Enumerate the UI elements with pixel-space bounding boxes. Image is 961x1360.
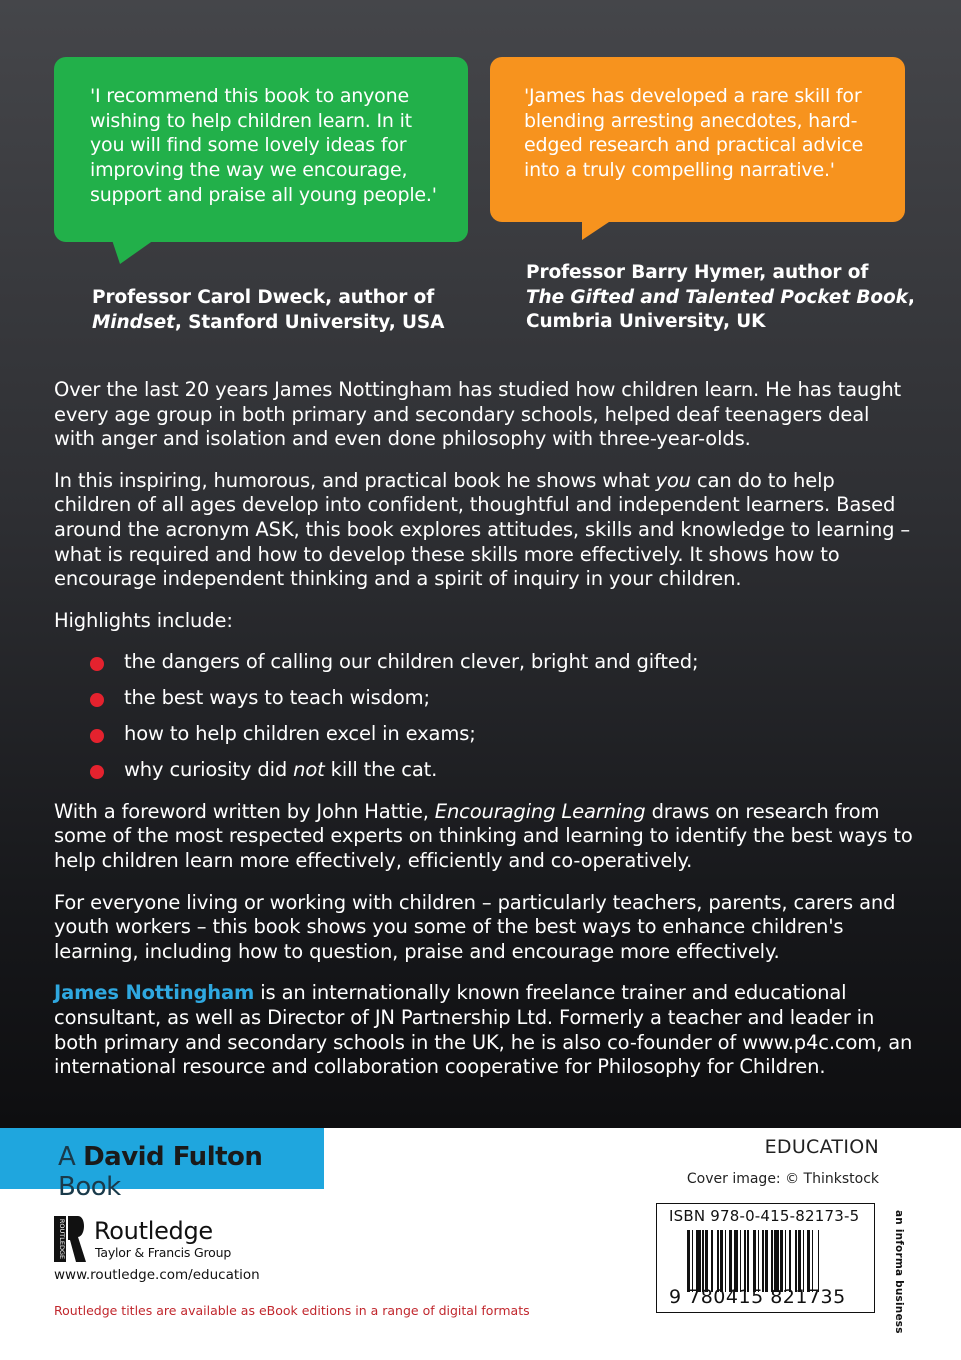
author-bio: James Nottingham is an internationally known freelance trainer and educational consultant, as well as Director of JN Partnership Ltd. Formerly a teacher and leader in both primary and secondary schools in the UK, he is also co-founder of www.p4c.com, an international resource and collaboration cooperative for Philosophy for Children. [54, 981, 913, 1079]
barcode-bar [717, 1230, 719, 1292]
mark-letters: ROUTLEDGE [58, 1218, 66, 1260]
list-item: how to help children excel in exams; [54, 722, 914, 747]
quote-bubble-tail-hymer [582, 220, 612, 240]
quote-attribution-dweck [92, 286, 444, 335]
barcode-bar [818, 1230, 820, 1292]
blurb-paragraph-4: For everyone living or working with children – particularly teachers, parents, carers and youth workers – this book shows you some of the best ways to enhance children's learning, including how to question, praise and encourage more effectively. [54, 890, 896, 963]
barcode-bar [692, 1230, 694, 1292]
list-item: the best ways to teach wisdom; [54, 686, 914, 711]
quote-text-hymer: 'James has developed a rare skill for blending arresting anecdotes, hard-edged research and practical advice into a truly compelling narrative.' [524, 85, 864, 182]
author-name: James Nottingham [54, 981, 255, 1005]
attribution-book-title: Mindset [92, 311, 175, 333]
attribution-comma: , [907, 286, 915, 308]
cover-credit: Cover image: © Thinkstock [686, 1171, 879, 1187]
barcode-bar [740, 1230, 742, 1292]
blurb [54, 378, 914, 1097]
barcode-digits: 9 780415 821735 [669, 1286, 846, 1308]
barcode-bar [785, 1230, 787, 1292]
barcode-bar [798, 1230, 801, 1292]
quote-bubble-hymer [490, 57, 905, 222]
quote-bubble-tail-dweck [112, 240, 154, 264]
highlights-list [54, 650, 914, 783]
barcode-bar [711, 1230, 713, 1292]
barcode-bar [803, 1230, 805, 1292]
quote-bubble-dweck [54, 57, 468, 242]
barcode-bar [762, 1230, 764, 1292]
barcode-bar [725, 1230, 727, 1292]
blurb-paragraph-1: Over the last 20 years James Nottingham has studied how children learn. He has taught every age group in both primary and secondary schools, helped deaf teenagers deal with anger and isolation and even done philosophy with three-year-olds. [54, 378, 902, 451]
publisher-url: www.routledge.com/education [54, 1267, 260, 1283]
attribution-affiliation: Cumbria University, UK [526, 311, 766, 332]
barcode-bar [774, 1230, 779, 1292]
highlights-intro: Highlights include: [54, 608, 233, 632]
isbn-text: ISBN 978-0-415-82173-5 [669, 1207, 860, 1225]
barcode-bar [789, 1230, 791, 1292]
publisher-sub: Taylor & Francis Group [95, 1245, 232, 1260]
barcode-bar [758, 1230, 760, 1292]
david-fulton-banner: A David Fulton Book [0, 1128, 324, 1189]
barcode-bar [687, 1230, 690, 1292]
attribution-line: Professor Barry Hymer, author of [526, 262, 869, 283]
bullet-icon [90, 693, 104, 707]
barcode-bar [747, 1230, 749, 1292]
barcode-bar [780, 1230, 783, 1292]
informa-tagline: an informa business [893, 1210, 905, 1334]
bullet-icon [90, 729, 104, 743]
barcode-bar [720, 1230, 723, 1292]
publisher-name: Routledge [94, 1217, 213, 1245]
barcode-bar [807, 1230, 810, 1292]
barcode-bar [812, 1230, 814, 1292]
ebook-note: Routledge titles are available as eBook editions in a range of digital formats [54, 1303, 530, 1318]
quote-text-dweck: 'I recommend this book to anyone wishing to help children learn. In it you will find some lovely ideas for improving the way we encourage, support and praise all young people.' [90, 85, 437, 206]
attribution-book-title: The Gifted and Talented Pocket Book [526, 286, 908, 308]
blurb-paragraph-2: In this inspiring, humorous, and practical book he shows what you can do to help children of all ages develop into confident, thoughtful and independent learners. Based around the acronym ASK, this book explores attitudes, skills and knowledge to learning – what is required and how to develop these skills more effectively. It shows how to encourage independent thinking and a spirit of inquiry in your children. [54, 468, 911, 591]
bullet-icon [90, 657, 104, 671]
attribution-line: Professor Carol Dweck, author of [92, 287, 435, 308]
barcode-bar [771, 1230, 773, 1292]
barcode-bar [702, 1230, 704, 1292]
barcode-bar [734, 1230, 739, 1292]
list-item: why curiosity did not kill the cat. [54, 758, 914, 783]
barcode-bar [753, 1230, 756, 1292]
bullet-icon [90, 765, 104, 779]
routledge-logo [54, 1214, 254, 1264]
blurb-paragraph-3: With a foreword written by John Hattie, Encouraging Learning draws on research from some of the most respected experts on thinking and learning to identify the best ways to help children learn more effectively, efficiently and co-operatively. [54, 799, 913, 873]
quote-attribution-hymer [526, 261, 915, 335]
barcode-bar [705, 1230, 708, 1292]
barcode [656, 1203, 875, 1313]
barcode-bar [744, 1230, 746, 1292]
routledge-mark-icon [54, 1216, 86, 1262]
barcode-bars [687, 1230, 865, 1292]
barcode-bar [795, 1230, 797, 1292]
barcode-bar [729, 1230, 732, 1292]
barcode-bar [765, 1230, 768, 1292]
barcode-bar [696, 1230, 701, 1292]
list-item: the dangers of calling our children clever, bright and gifted; [54, 650, 914, 675]
category-label: EDUCATION [764, 1136, 879, 1158]
attribution-affiliation: , Stanford University, USA [174, 311, 445, 333]
